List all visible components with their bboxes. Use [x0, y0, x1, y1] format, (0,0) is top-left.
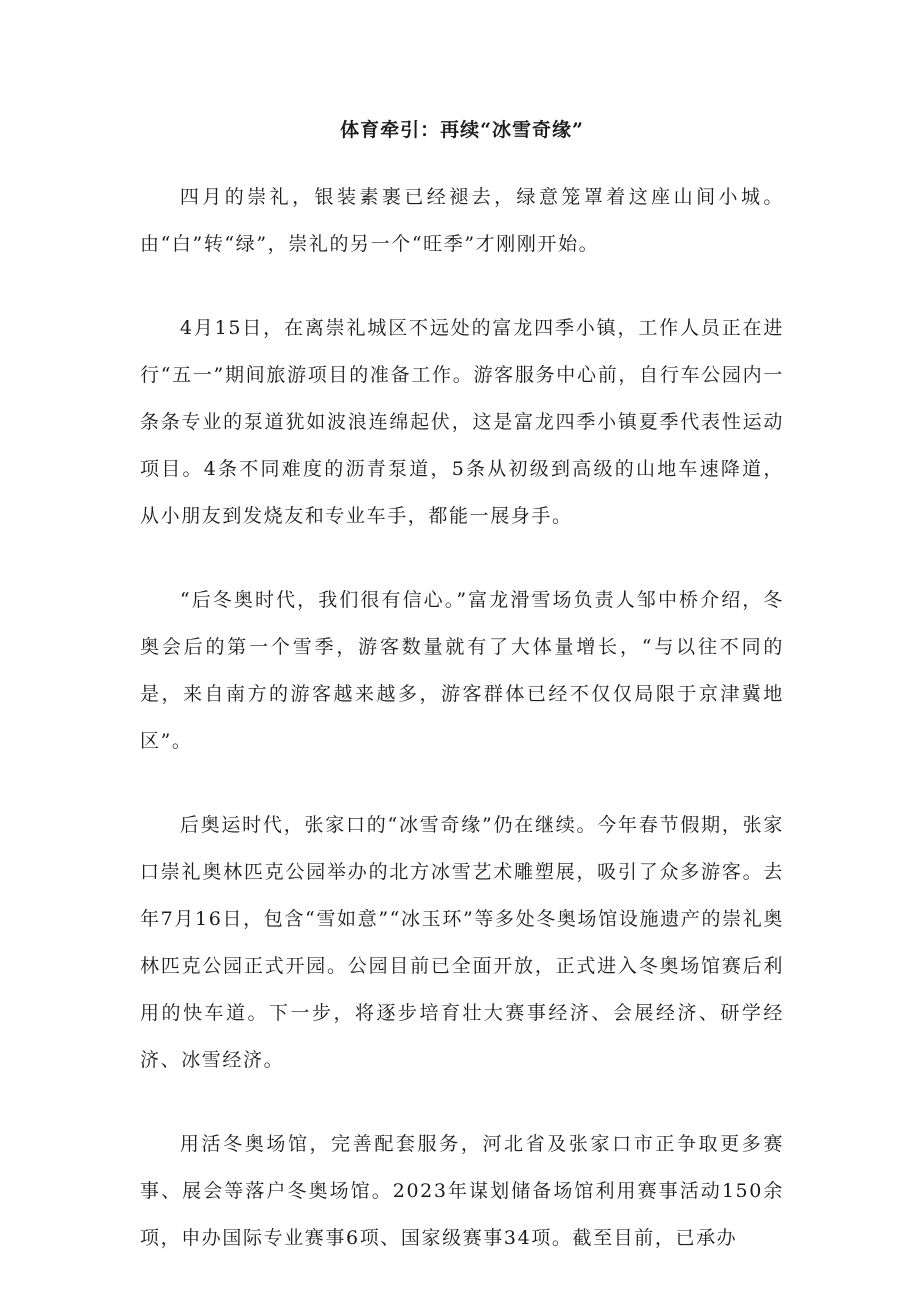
- paragraph-2: 4月15日，在离崇礼城区不远处的富龙四季小镇，工作人员正在进行“五一”期间旅游项目的准备工作。游客服务中心前，自行车公园内一条条专业的泵道犹如波浪连绵起伏，这是富龙四季小镇夏季代表性运动项目。4条不同难度的沥青泵道，5条从初级到高级的山地车速降道，从小朋友到发烧友和专业车手，都能一展身手。: [140, 317, 784, 527]
- paragraph-4: 后奥运时代，张家口的“冰雪奇缘”仍在继续。今年春节假期，张家口崇礼奥林匹克公园举办的北方冰雪艺术雕塑展，吸引了众多游客。去年7月16日，包含“雪如意”“冰玉环”等多处冬奥场馆设施遗产的崇礼奥林匹克公园正式开园。公园目前已全面开放，正式进入冬奥场馆赛后利用的快车道。下一步，将逐步培育壮大赛事经济、会展经济、研学经济、冰雪经济。: [140, 814, 784, 1071]
- paragraph-3: “后冬奥时代，我们很有信心。”富龙滑雪场负责人邹中桥介绍，冬奥会后的第一个雪季，游客数量就有了大体量增长，“与以往不同的是，来自南方的游客越来越多，游客群体已经不仅仅局限于京津冀地区”。: [140, 589, 784, 752]
- article-title: 体育牵引：再续“冰雪奇缘”: [340, 119, 584, 141]
- document-page: [140, 113, 784, 1262]
- paragraph-1: 四月的崇礼，银装素裹已经褪去，绿意笼罩着这座山间小城。由“白”转“绿”，崇礼的另一个“旺季”才刚刚开始。: [140, 186, 784, 255]
- paragraph-5: 用活冬奥场馆，完善配套服务，河北省及张家口市正争取更多赛事、展会等落户冬奥场馆。2023年谋划储备场馆利用赛事活动150余项，申办国际专业赛事6项、国家级赛事34项。截至目前，已承办: [140, 1133, 784, 1249]
